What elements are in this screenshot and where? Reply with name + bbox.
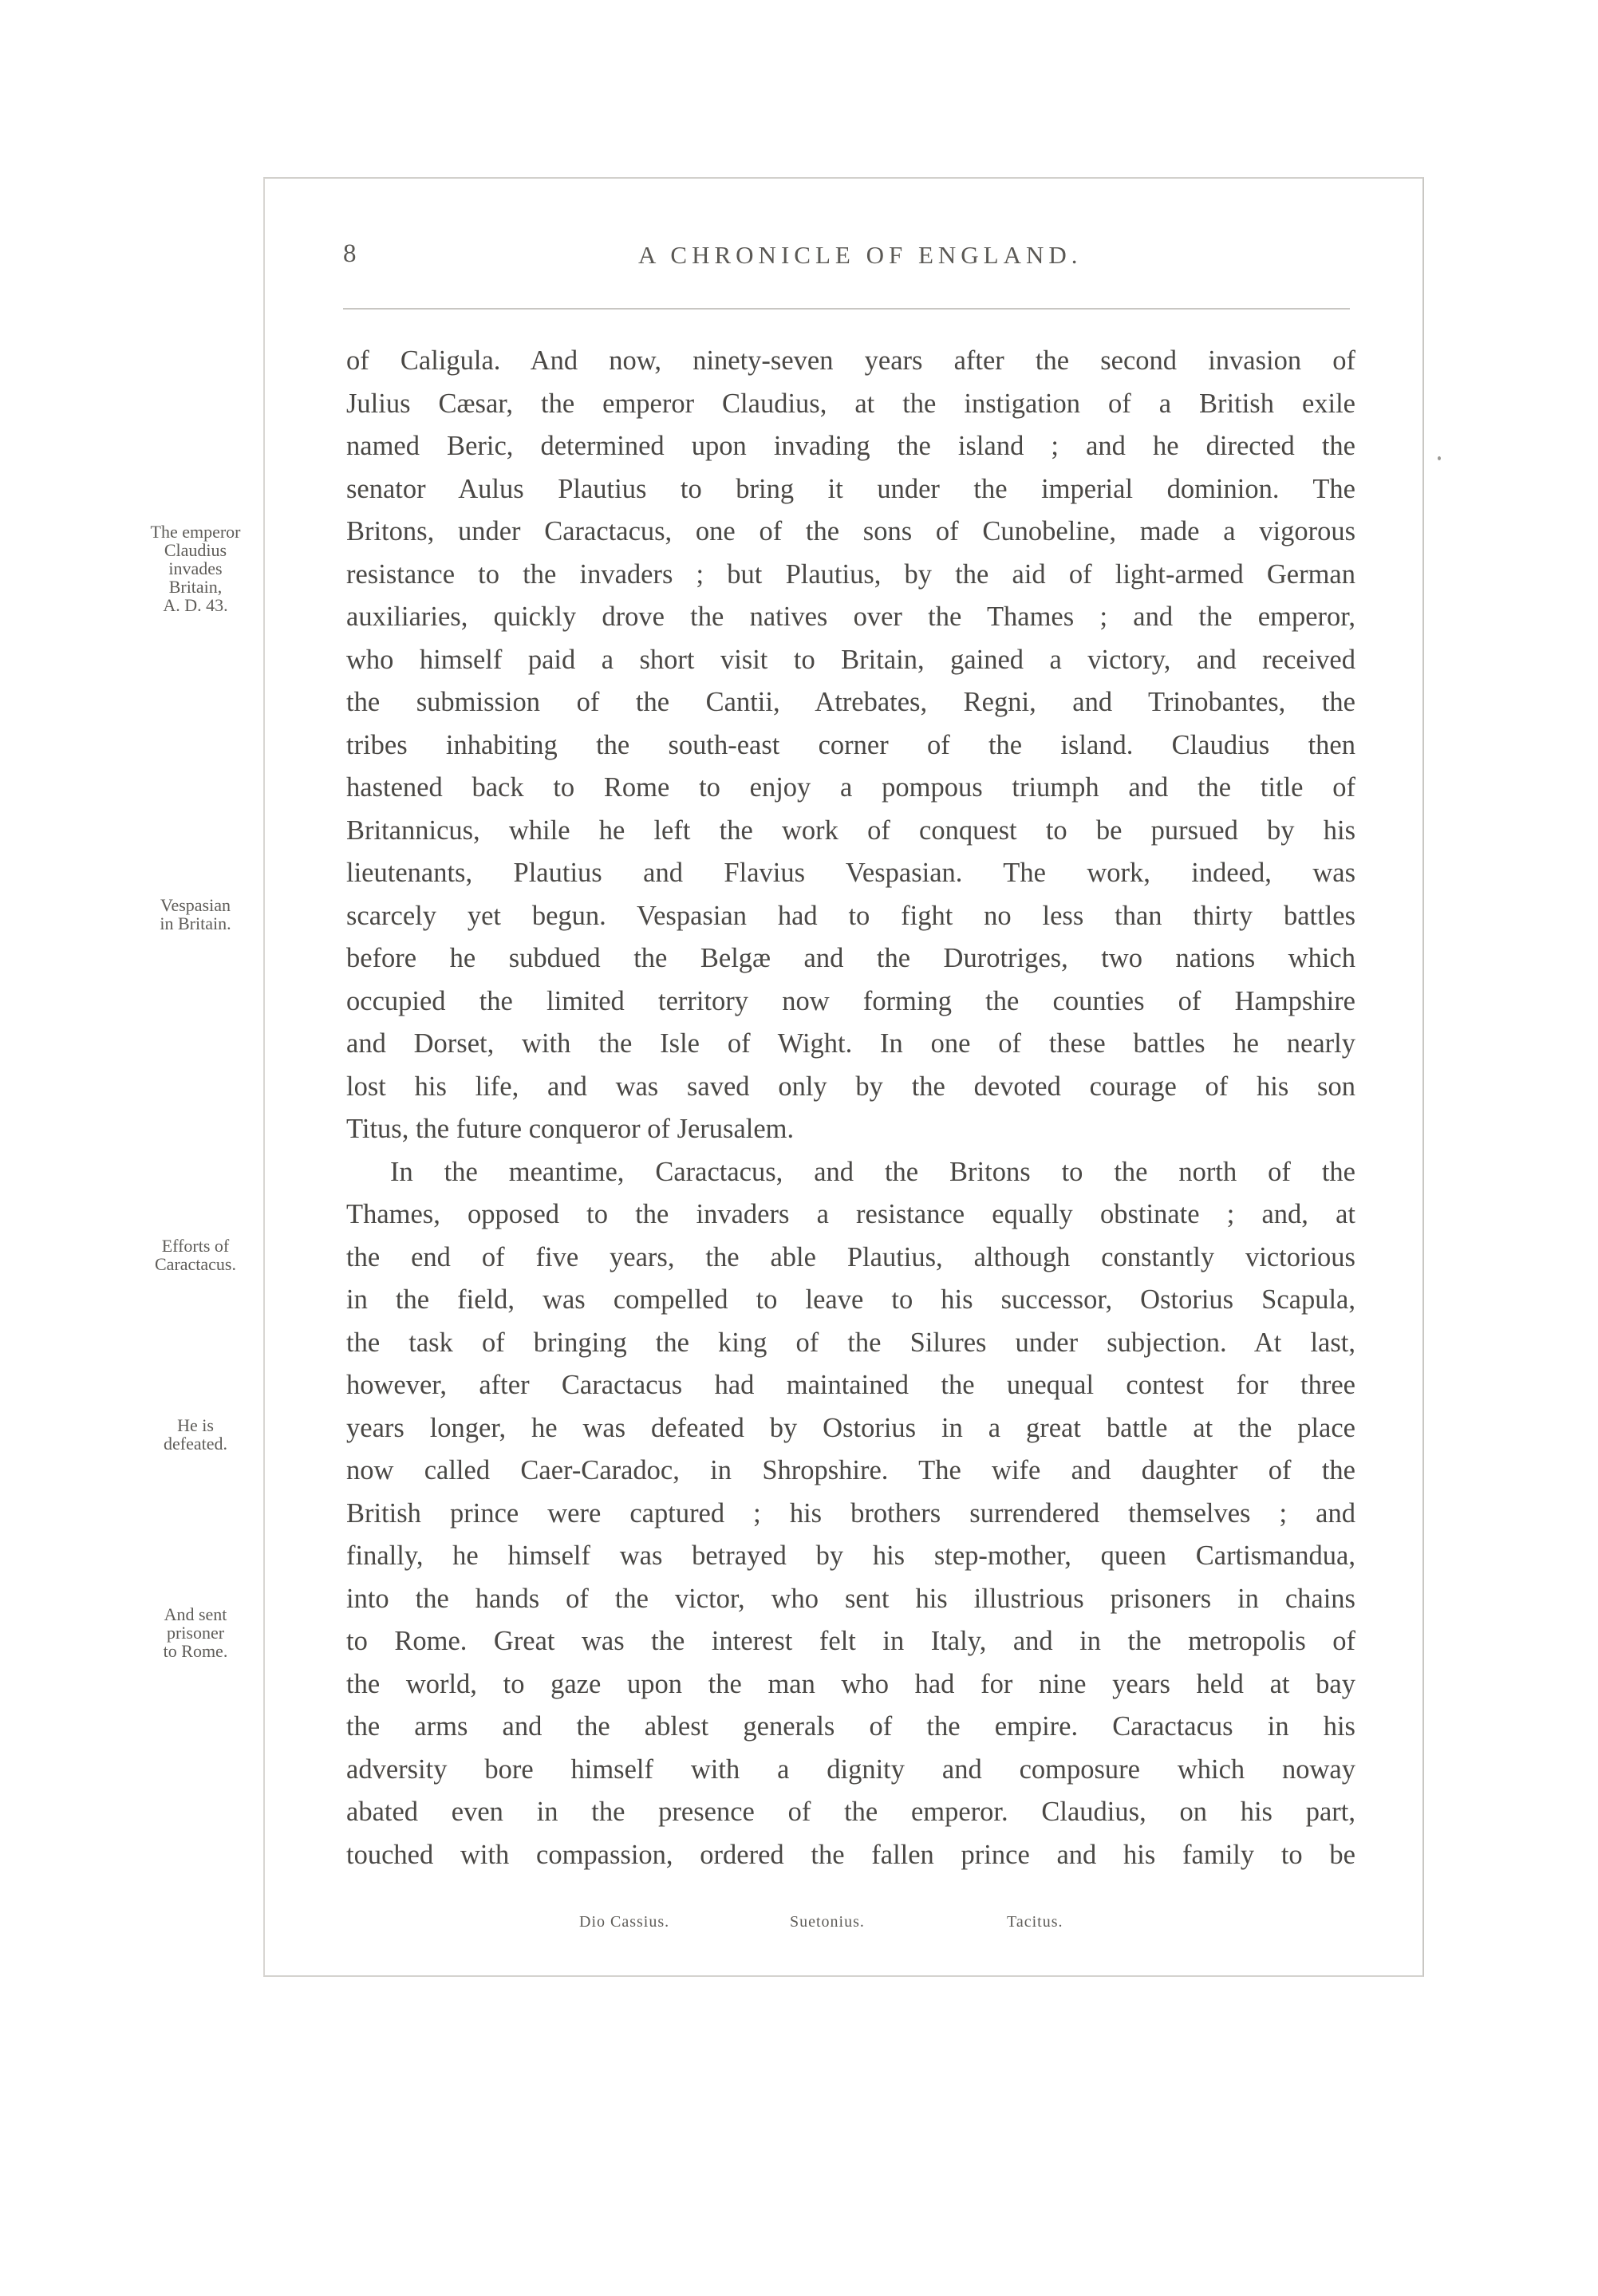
body-line: abated even in the presence of the emperor. Claudius, on his part, (346, 1797, 1355, 1827)
footer-references (0, 1913, 1598, 1937)
body-line: the world, to gaze upon the man who had for nine years held at bay (346, 1668, 1355, 1699)
body-line: resistance to the invaders ; but Plautius, by the aid of light-armed German (346, 558, 1355, 590)
body-line: Britons, under Caractacus, one of the sons of Cunobeline, made a vigorous (346, 516, 1355, 546)
sidenote-line: The emperor (150, 522, 241, 542)
footer-ref: Suetonius. (790, 1913, 865, 1931)
footer-ref: Tacitus. (1007, 1913, 1063, 1931)
sidenote-line: Vespasian (160, 895, 231, 915)
body-line: of Caligula. And now, ninety-seven years after the second invasion of (346, 345, 1355, 376)
sidenote-line: Efforts of (161, 1236, 230, 1256)
running-head (0, 239, 1598, 279)
page-number: 8 (343, 239, 357, 268)
body-line: auxiliaries, quickly drove the natives over the Thames ; and the emperor, (346, 602, 1355, 632)
body-line: touched with compassion, ordered the fallen prince and his family to be (346, 1839, 1355, 1870)
body-line: hastened back to Rome to enjoy a pompous triumph and the title of (346, 772, 1355, 803)
body-line: however, after Caractacus had maintained the unequal contest for three (346, 1370, 1355, 1400)
body-line: In the meantime, Caractacus, and the Britons to the north of the (390, 1156, 1355, 1187)
body-line: Britannicus, while he left the work of conquest to be pursued by his (346, 815, 1355, 846)
body-line: the task of bringing the king of the Silures under subjection. At last, (346, 1327, 1355, 1358)
header-rule (343, 308, 1350, 310)
body-line: lieutenants, Plautius and Flavius Vespasian. The work, indeed, was (346, 858, 1355, 888)
sidenote-caractacus-efforts (112, 1237, 279, 1273)
sidenote-line: defeated. (164, 1434, 227, 1454)
body-line: in the field, was compelled to leave to his successor, Ostorius Scapula, (346, 1284, 1355, 1315)
book-title: A CHRONICLE OF ENGLAND. (638, 241, 1083, 269)
sidenote-line: He is (177, 1415, 214, 1435)
body-line: and Dorset, with the Isle of Wight. In one of these battles he nearly (346, 1028, 1355, 1059)
body-line: occupied the limited territory now forming the counties of Hampshire (346, 985, 1355, 1016)
sidenote-line: Caractacus. (155, 1254, 236, 1274)
body-line: adversity bore himself with a dignity and composure which noway (346, 1754, 1355, 1785)
sidenote-line: to Rome. (163, 1641, 228, 1661)
body-line: the arms and the ablest generals of the empire. Caractacus in his (346, 1711, 1355, 1742)
body-text (346, 340, 1355, 1876)
sidenote-defeated (112, 1416, 279, 1453)
sidenote-line: A. D. 43. (163, 595, 228, 615)
sidenote-vespasian (112, 896, 279, 933)
sidenote-line: prisoner (166, 1623, 225, 1643)
body-line: Titus, the future conqueror of Jerusalem. (346, 1114, 795, 1144)
body-line: Thames, opposed to the invaders a resistance equally obstinate ; and, at (346, 1199, 1355, 1229)
body-line: the end of five years, the able Plautius, although constantly victorious (346, 1241, 1355, 1272)
body-line: the submission of the Cantii, Atrebates, Regni, and Trinobantes, the (346, 687, 1355, 717)
body-line: senator Aulus Plautius to bring it under the imperial dominion. The (346, 473, 1355, 504)
body-line: to Rome. Great was the interest felt in Italy, and in the metropolis of (346, 1626, 1355, 1656)
body-line: tribes inhabiting the south-east corner of the island. Claudius then (346, 729, 1355, 760)
sidenote-line: invades (168, 558, 223, 578)
sidenote-line: in Britain. (160, 913, 231, 933)
body-line: finally, he himself was betrayed by his step-mother, queen Cartismandua, (346, 1541, 1355, 1571)
sidenote-line: Claudius (164, 540, 227, 560)
sidenote-sent-prisoner (112, 1605, 279, 1660)
body-line: now called Caer-Caradoc, in Shropshire. The wife and daughter of the (346, 1455, 1355, 1485)
body-line: lost his life, and was saved only by the devoted courage of his son (346, 1071, 1355, 1102)
sidenote-line: Britain, (168, 577, 223, 597)
body-line: into the hands of the victor, who sent his illustrious prisoners in chains (346, 1583, 1355, 1614)
sidenote-claudius-invades (112, 523, 279, 614)
body-line: Julius Cæsar, the emperor Claudius, at the instigation of a British exile (346, 388, 1355, 419)
body-line: British prince were captured ; his brothers surrendered themselves ; and (346, 1497, 1355, 1529)
footer-ref: Dio Cassius. (579, 1913, 670, 1931)
body-line: who himself paid a short visit to Britain, gained a victory, and received (346, 644, 1355, 675)
body-line: years longer, he was defeated by Ostorius in a great battle at the place (346, 1412, 1355, 1443)
sidenote-line: And sent (164, 1604, 227, 1624)
scan-speck (1438, 456, 1441, 460)
body-line: scarcely yet begun. Vespasian had to fight no less than thirty battles (346, 900, 1355, 931)
body-line: named Beric, determined upon invading the island ; and he directed the (346, 431, 1355, 461)
body-line: before he subdued the Belgæ and the Durotriges, two nations which (346, 943, 1355, 973)
